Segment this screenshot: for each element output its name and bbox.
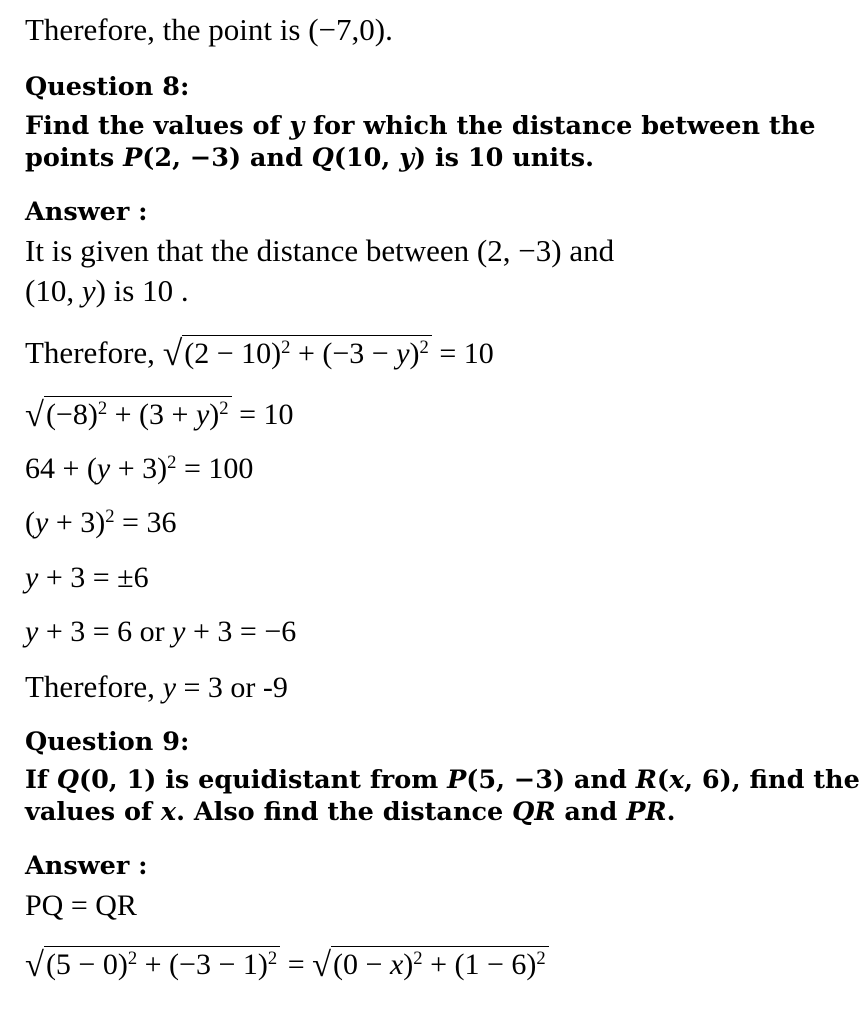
text: If <box>25 765 57 795</box>
var-x: x <box>160 797 177 827</box>
text: PQ = QR <box>25 889 137 922</box>
text: + 3 = 6 or <box>38 615 173 648</box>
text: + 3 = ±6 <box>38 561 149 594</box>
text: = 3 or -9 <box>176 671 288 704</box>
radical-icon: √ <box>25 946 44 984</box>
text: Therefore, <box>25 669 163 704</box>
answer-9-heading <box>25 851 148 881</box>
text: for which the distance between the <box>304 111 816 141</box>
radicand <box>44 946 280 981</box>
radical-icon: √ <box>162 333 183 373</box>
var-y: y <box>25 615 39 648</box>
text: = 10 <box>431 337 494 370</box>
answer-8-line-1 <box>25 233 614 269</box>
var-y: y <box>172 615 186 648</box>
exponent: 2 <box>127 947 138 969</box>
equation-step-1 <box>25 394 294 433</box>
text: points <box>25 143 124 173</box>
text: . Also find the distance <box>176 797 513 827</box>
text: + 3) <box>48 506 106 539</box>
var-Q: Q <box>311 143 334 173</box>
text: + (3 + <box>107 398 196 431</box>
text: (0, 1) is equidistant from <box>79 765 448 795</box>
text: + (−3 − <box>290 337 397 370</box>
text: ) is 10 units. <box>414 143 595 173</box>
var-Q: Q <box>56 765 79 795</box>
var-P: P <box>447 765 467 795</box>
text: It is given that the distance between (2, −3) and <box>25 233 615 268</box>
heading-text: Question 9: <box>25 727 190 757</box>
text: values of <box>25 797 161 827</box>
text: , 6), find the <box>684 765 860 795</box>
equation-pq-equals-qr <box>25 889 137 923</box>
text: Therefore, the point is (−7,0). <box>25 12 393 47</box>
equation-distance-equality <box>25 944 549 983</box>
question-8-text-line-1 <box>25 111 815 141</box>
var-y: y <box>396 337 410 370</box>
text: 64 + ( <box>25 452 97 485</box>
text: ) <box>403 948 414 981</box>
square-root <box>163 330 432 372</box>
text: . <box>666 797 676 827</box>
exponent: 2 <box>419 336 429 358</box>
exponent: 2 <box>413 947 423 969</box>
text: + (1 − 6) <box>422 948 537 981</box>
exponent: 2 <box>97 397 108 419</box>
var-P: P <box>123 143 143 173</box>
text: (5, −3) and <box>466 765 636 795</box>
text: + 3 = −6 <box>185 615 297 648</box>
square-root <box>312 944 549 983</box>
var-PR: PR <box>626 797 667 827</box>
exponent: 2 <box>105 505 115 527</box>
text: = 100 <box>176 452 254 485</box>
var-R: R <box>635 765 657 795</box>
equation-result <box>25 669 288 705</box>
text: (10, <box>25 273 82 308</box>
question-8-heading <box>25 72 189 102</box>
text: ( <box>25 506 35 539</box>
text: Find the values of <box>25 111 290 141</box>
text: ) <box>209 398 220 431</box>
var-QR: QR <box>512 797 556 827</box>
exponent: 2 <box>536 947 546 969</box>
var-y: y <box>25 561 39 594</box>
text: and <box>555 797 627 827</box>
square-root <box>25 394 232 433</box>
text: (10, <box>333 143 400 173</box>
text-line-point-result <box>25 12 393 48</box>
text: (2, −3) and <box>142 143 312 173</box>
exponent: 2 <box>281 336 291 358</box>
radicand <box>331 946 549 981</box>
var-y: y <box>35 506 49 539</box>
question-9-heading <box>25 727 189 757</box>
question-9-text-line-1 <box>25 765 860 795</box>
question-9-text-line-2 <box>25 797 675 827</box>
equation-step-5 <box>25 615 296 649</box>
exponent: 2 <box>219 397 229 419</box>
text: Therefore, <box>25 335 163 370</box>
text: + (−3 − 1) <box>137 948 268 981</box>
text: = 10 <box>231 398 294 431</box>
var-y: y <box>289 111 305 141</box>
heading-text: Question 8: <box>25 72 190 102</box>
var-y: y <box>399 143 415 173</box>
equation-step-4 <box>25 561 149 595</box>
text: (2 − 10) <box>184 337 282 370</box>
exponent: 2 <box>267 947 278 969</box>
var-x: x <box>389 948 404 981</box>
heading-text: Answer : <box>25 197 148 227</box>
text: = 36 <box>114 506 177 539</box>
equation-step-3 <box>25 506 176 540</box>
text: ) is 10 . <box>95 273 189 308</box>
text: + 3) <box>110 452 168 485</box>
heading-text: Answer : <box>25 851 148 881</box>
answer-8-line-2 <box>25 273 189 309</box>
radical-icon: √ <box>25 396 44 434</box>
text: ) <box>409 337 420 370</box>
var-y: y <box>162 671 177 704</box>
radical-icon: √ <box>312 946 332 984</box>
text: (0 − <box>333 948 390 981</box>
radicand <box>182 335 432 370</box>
answer-8-heading <box>25 197 148 227</box>
var-x: x <box>668 765 685 795</box>
var-y: y <box>81 273 96 308</box>
equation-step-2 <box>25 452 253 486</box>
text: = <box>280 948 313 981</box>
square-root <box>25 944 280 983</box>
text: (−8) <box>45 398 98 431</box>
var-y: y <box>195 398 210 431</box>
var-y: y <box>96 452 111 485</box>
question-8-text-line-2 <box>25 143 594 173</box>
text: ( <box>656 765 669 795</box>
exponent: 2 <box>167 451 177 473</box>
text: (5 − 0) <box>45 948 128 981</box>
radicand <box>44 396 232 431</box>
equation-distance-formula <box>25 330 494 372</box>
